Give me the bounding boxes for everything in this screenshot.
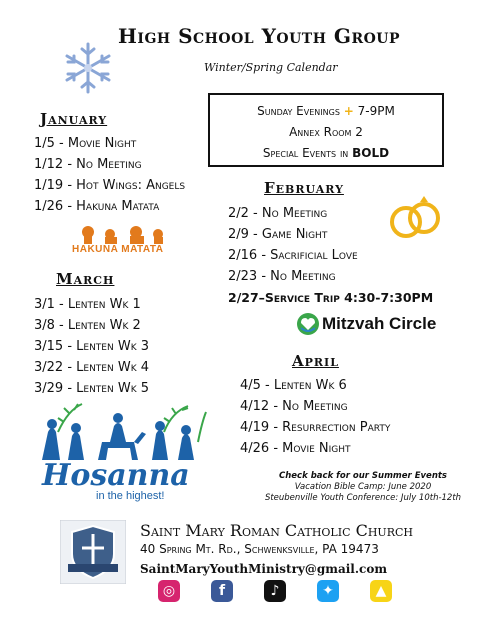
list-item: 1/12 - No Meeting xyxy=(34,157,142,172)
list-item: 1/19 - Hot Wings: Angels xyxy=(34,178,186,193)
summer-line-1: Vacation Bible Camp: June 2020 xyxy=(294,482,432,492)
bold-note-prefix: Special Events in xyxy=(262,146,349,160)
wedding-rings-icon xyxy=(386,192,446,242)
summer-heading: Check back for our Summer Events xyxy=(279,471,447,481)
list-item: 3/22 - Lenten Wk 4 xyxy=(34,360,150,375)
meeting-hours: 7-9PM xyxy=(357,104,395,118)
instagram-glyph: ◎ xyxy=(162,583,176,599)
tiktok-icon[interactable] xyxy=(264,580,286,602)
instagram-icon[interactable] xyxy=(158,580,180,602)
list-item: 3/15 - Lenten Wk 3 xyxy=(34,339,150,354)
page-title: High School Youth Group xyxy=(118,24,401,48)
church-name: Saint Mary Roman Catholic Church xyxy=(140,521,413,540)
summer-events-note xyxy=(256,471,470,504)
list-item: 4/12 - No Meeting xyxy=(240,399,348,414)
list-item: 1/26 - Hakuna Matata xyxy=(34,199,160,214)
meeting-day: Sunday Evenings xyxy=(257,104,340,118)
meeting-time xyxy=(210,101,442,122)
heart-hands-icon xyxy=(296,312,320,336)
social-links xyxy=(158,580,392,602)
hakuna-matata-text: HAKUNA MATATA xyxy=(72,244,164,255)
snapchat-glyph: ▲ xyxy=(375,583,387,599)
facebook-glyph: f xyxy=(218,583,226,599)
hosanna-title: Hosanna xyxy=(42,458,190,493)
list-item: 2/16 - Sacrificial Love xyxy=(228,248,358,263)
hakuna-matata-logo xyxy=(78,222,168,246)
list-item: 3/1 - Lenten Wk 1 xyxy=(34,297,141,312)
hosanna-subtitle: in the highest! xyxy=(96,490,165,502)
church-address: 40 Spring Mt. Rd., Schwenksville, PA 19473 xyxy=(140,542,379,556)
summer-line-2: Steubenville Youth Conference: July 10th-12th xyxy=(264,493,462,503)
facebook-icon[interactable] xyxy=(211,580,233,602)
january-heading: January xyxy=(40,110,108,128)
plus-separator: + xyxy=(343,104,354,118)
april-list xyxy=(240,375,390,459)
snowflake-icon xyxy=(60,40,116,96)
list-item: 1/5 - Movie Night xyxy=(34,136,137,151)
list-item: 2/2 - No Meeting xyxy=(228,206,328,221)
bold-note-word: BOLD xyxy=(352,146,390,160)
march-heading: March xyxy=(56,270,115,288)
list-item: 3/8 - Lenten Wk 2 xyxy=(34,318,141,333)
email-link[interactable]: SaintMaryYouthMinistry@gmail.com xyxy=(140,562,388,576)
twitter-icon[interactable] xyxy=(317,580,339,602)
snapchat-icon[interactable] xyxy=(370,580,392,602)
list-item: 2/9 - Game Night xyxy=(228,227,328,242)
tiktok-glyph: ♪ xyxy=(270,583,280,599)
list-item: 4/19 - Resurrection Party xyxy=(240,420,391,435)
palm-procession-illustration xyxy=(38,402,208,462)
page-subtitle: Winter/Spring Calendar xyxy=(204,61,338,74)
list-item: 3/29 - Lenten Wk 5 xyxy=(34,381,150,396)
meeting-room: Annex Room 2 xyxy=(289,125,363,139)
april-heading: April xyxy=(292,352,339,370)
bold-note xyxy=(210,143,442,164)
list-item-special: 2/27–Service Trip 4:30-7:30PM xyxy=(228,290,434,305)
meeting-info-box xyxy=(208,93,444,167)
february-heading: February xyxy=(264,179,344,197)
church-crest-logo xyxy=(60,520,126,584)
mitzvah-circle-name: Mitzvah Circle xyxy=(322,314,437,333)
march-list xyxy=(34,294,149,399)
list-item: 2/23 - No Meeting xyxy=(228,269,336,284)
january-list xyxy=(34,133,185,217)
list-item: 4/5 - Lenten Wk 6 xyxy=(240,378,347,393)
list-item: 4/26 - Movie Night xyxy=(240,441,351,456)
twitter-glyph: ✦ xyxy=(322,583,334,599)
